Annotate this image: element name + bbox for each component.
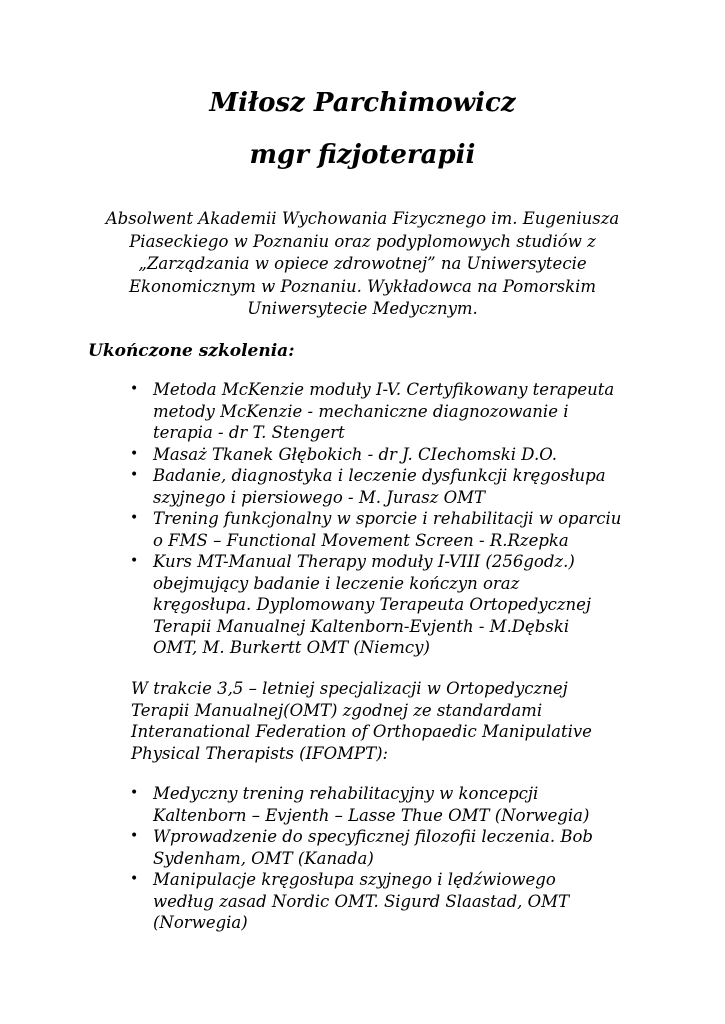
list-item-line: Trening funkcjonalny w sporcie i rehabilitacji w oparciu xyxy=(153,509,622,528)
intro-line: Piaseckiego w Poznaniu oraz podyplomowych studiów z xyxy=(129,231,596,251)
intro-line: Absolwent Akademii Wychowania Fizycznego im. Eugeniusza xyxy=(105,209,620,228)
paragraph-line: Physical Therapists (IFOMPT): xyxy=(131,743,389,763)
list-item-line: metody McKenzie - mechaniczne diagnozowanie i xyxy=(153,401,569,421)
list-item-line: kręgosłupa. Dyplomowany Terapeuta Ortopedycznej xyxy=(153,595,592,614)
trainings-heading: Ukończone szkolenia: xyxy=(88,341,295,361)
bullet-icon: • xyxy=(130,871,139,887)
bullet-icon: • xyxy=(130,445,139,462)
list-item-line: Kaltenborn – Evjenth – Lasse Thue OMT (Norwegia) xyxy=(153,805,590,825)
list-item-line: Masaż Tkanek Głębokich - dr J. CIechomski D.O. xyxy=(153,444,558,464)
list-item xyxy=(0,508,725,551)
list-item-line: (Norwegia) xyxy=(153,913,248,932)
list-item xyxy=(0,551,725,659)
intro-line: „Zarządzania w opiece zdrowotnej” na Uniwersytecie xyxy=(138,254,587,273)
list-item-line: OMT, M. Burkertt OMT (Niemcy) xyxy=(153,638,430,657)
intro-line: Ekonomicznym w Poznaniu. Wykładowca na Pomorskim xyxy=(128,276,597,296)
bullet-icon: • xyxy=(130,785,139,801)
list-item-line: terapia - dr T. Stengert xyxy=(153,423,345,442)
bullet-icon: • xyxy=(130,381,139,397)
list-item-line: Medyczny trening rehabilitacyjny w koncepcji xyxy=(153,784,539,803)
specialization-list xyxy=(0,783,725,934)
list-item-line: Metoda McKenzie moduły I-V. Certyfikowany terapeuta xyxy=(153,380,615,399)
list-item-line: szyjnego i piersiowego - M. Jurasz OMT xyxy=(153,487,486,507)
bullet-icon: • xyxy=(130,828,139,844)
list-item-line: według zasad Nordic OMT. Sigurd Slaastad, OMT xyxy=(153,891,570,911)
list-item-line: Wprowadzenie do specyficznej filozofii leczenia. Bob xyxy=(153,827,593,846)
bullet-icon: • xyxy=(130,467,139,483)
list-item-line: Terapii Manualnej Kaltenborn-Evjenth - M.Dębski xyxy=(153,616,570,636)
list-item-line: obejmujący badanie i leczenie kończyn oraz xyxy=(153,573,520,593)
list-item-line: Sydenham, OMT (Kanada) xyxy=(153,848,374,868)
list-item xyxy=(0,465,725,508)
paragraph-line: Terapii Manualnej(OMT) zgodnej ze standardami xyxy=(131,700,543,720)
list-item-line: Kurs MT-Manual Therapy moduły I-VIII (256godz.) xyxy=(153,552,575,571)
list-item-line: o FMS – Functional Movement Screen - R.Rzepka xyxy=(153,530,569,550)
paragraph-line: W trakcie 3,5 – letniej specjalizacji w Ortopedycznej xyxy=(131,679,568,698)
list-item-line: Manipulacje kręgosłupa szyjnego i lędźwiowego xyxy=(153,870,556,889)
intro-line: Uniwersytecie Medycznym. xyxy=(247,299,478,318)
specialization-paragraph xyxy=(131,678,661,764)
person-name: Miłosz Parchimowicz xyxy=(209,88,516,118)
paragraph-line: Interanational Federation of Orthopaedic Manipulative xyxy=(131,722,592,741)
list-item xyxy=(0,379,725,444)
bullet-icon: • xyxy=(130,553,139,569)
bullet-icon: • xyxy=(130,510,139,526)
list-item xyxy=(0,869,725,934)
list-item xyxy=(0,444,725,466)
academic-degree: mgr fizjoterapii xyxy=(249,140,476,170)
list-item xyxy=(0,826,725,869)
trainings-list xyxy=(0,379,725,659)
intro-paragraph xyxy=(80,208,645,321)
list-item xyxy=(0,783,725,826)
list-item-line: Badanie, diagnostyka i leczenie dysfunkcji kręgosłupa xyxy=(153,466,606,485)
